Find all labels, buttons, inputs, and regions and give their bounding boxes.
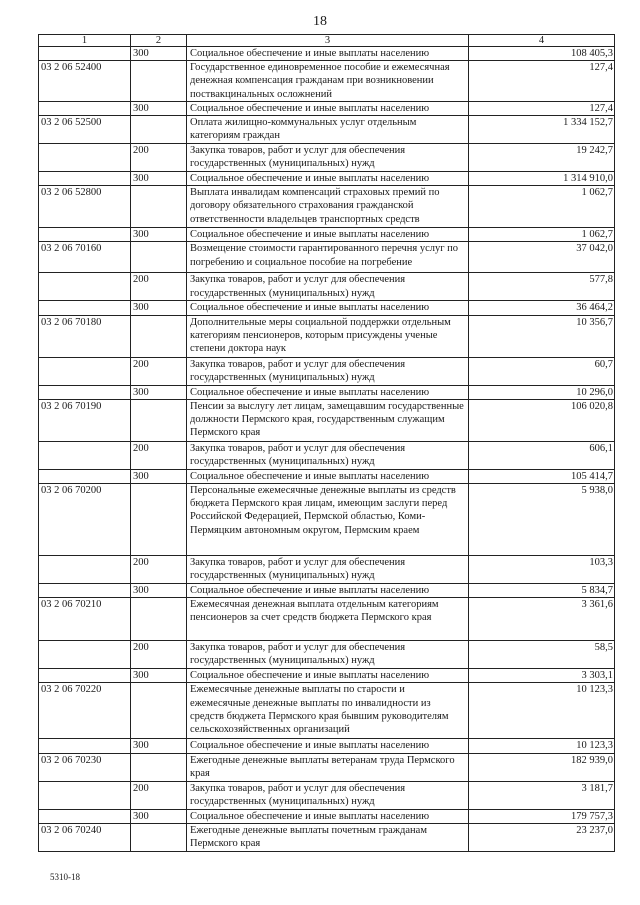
expense-name: Социальное обеспечение и иные выплаты населению (187, 385, 469, 399)
expense-type-code: 200 (131, 441, 187, 469)
expense-type-code: 200 (131, 641, 187, 669)
expense-type-code: 200 (131, 144, 187, 172)
budget-table (38, 34, 615, 852)
expense-type-code: 300 (131, 301, 187, 315)
expense-type-code (131, 484, 187, 556)
table-row (39, 753, 615, 781)
target-article-code (39, 584, 131, 598)
expense-name: Закупка товаров, работ и услуг для обеспечения государственных (муниципальных) нужд (187, 357, 469, 385)
table-row (39, 683, 615, 739)
expense-name: Закупка товаров, работ и услуг для обеспечения государственных (муниципальных) нужд (187, 441, 469, 469)
expense-name: Ежегодные денежные выплаты почетным гражданам Пермского края (187, 823, 469, 851)
expense-name: Социальное обеспечение и иные выплаты населению (187, 739, 469, 753)
target-article-code (39, 441, 131, 469)
expense-name: Ежемесячные денежные выплаты по старости и ежемесячные денежные выплаты по инвалидности из средств бюджета Пермского края бывшим руководителям сельскохозяйственных организаций (187, 683, 469, 739)
expense-name: Социальное обеспечение и иные выплаты населению (187, 469, 469, 483)
target-article-code (39, 781, 131, 809)
table-row (39, 781, 615, 809)
expense-name: Закупка товаров, работ и услуг для обеспечения государственных (муниципальных) нужд (187, 273, 469, 301)
table-row (39, 385, 615, 399)
expense-name: Социальное обеспечение и иные выплаты населению (187, 809, 469, 823)
expense-name: Пенсии за выслугу лет лицам, замещавшим государственные должности Пермского края, государственным служащим Пермского края (187, 399, 469, 441)
amount-value: 3 181,7 (469, 781, 615, 809)
table-row (39, 315, 615, 357)
amount-value: 1 062,7 (469, 228, 615, 242)
expense-type-code (131, 753, 187, 781)
target-article-code (39, 228, 131, 242)
table-row (39, 228, 615, 242)
footer-code: 5310-18 (50, 872, 80, 882)
target-article-code: 03 2 06 70160 (39, 242, 131, 273)
table-row (39, 172, 615, 186)
amount-value: 127,4 (469, 101, 615, 115)
expense-type-code (131, 683, 187, 739)
expense-name: Социальное обеспечение и иные выплаты населению (187, 301, 469, 315)
expense-type-code: 200 (131, 273, 187, 301)
expense-name: Закупка товаров, работ и услуг для обеспечения государственных (муниципальных) нужд (187, 556, 469, 584)
amount-value: 1 062,7 (469, 186, 615, 228)
expense-name: Персональные ежемесячные денежные выплаты из средств бюджета Пермского края лицам, имеющим заслуги перед Российской Федерацией, Пермской областью, Коми-Пермяцким автономным округом, Пермским краем (187, 484, 469, 556)
expense-type-code: 300 (131, 172, 187, 186)
expense-name: Социальное обеспечение и иные выплаты населению (187, 669, 469, 683)
table-body (39, 47, 615, 852)
table-row (39, 301, 615, 315)
table-row (39, 47, 615, 61)
target-article-code: 03 2 06 70190 (39, 399, 131, 441)
amount-value: 106 020,8 (469, 399, 615, 441)
expense-type-code: 300 (131, 584, 187, 598)
table-row (39, 809, 615, 823)
expense-type-code: 300 (131, 101, 187, 115)
amount-value: 182 939,0 (469, 753, 615, 781)
amount-value: 10 296,0 (469, 385, 615, 399)
target-article-code (39, 273, 131, 301)
table-row (39, 441, 615, 469)
amount-value: 23 237,0 (469, 823, 615, 851)
table-row (39, 556, 615, 584)
amount-value: 10 123,3 (469, 739, 615, 753)
target-article-code (39, 357, 131, 385)
expense-type-code: 300 (131, 385, 187, 399)
amount-value: 1 334 152,7 (469, 116, 615, 144)
table-row (39, 641, 615, 669)
expense-type-code: 200 (131, 781, 187, 809)
table-row (39, 101, 615, 115)
target-article-code: 03 2 06 70180 (39, 315, 131, 357)
table-row (39, 61, 615, 102)
expense-type-code: 300 (131, 809, 187, 823)
amount-value: 103,3 (469, 556, 615, 584)
target-article-code (39, 144, 131, 172)
column-header-1: 1 (39, 35, 131, 47)
table-row (39, 144, 615, 172)
target-article-code: 03 2 06 70200 (39, 484, 131, 556)
expense-type-code: 300 (131, 739, 187, 753)
target-article-code (39, 101, 131, 115)
amount-value: 5 834,7 (469, 584, 615, 598)
amount-value: 3 303,1 (469, 669, 615, 683)
target-article-code (39, 556, 131, 584)
amount-value: 1 314 910,0 (469, 172, 615, 186)
target-article-code (39, 172, 131, 186)
target-article-code (39, 669, 131, 683)
expense-type-code (131, 116, 187, 144)
table-row (39, 469, 615, 483)
table-row (39, 399, 615, 441)
amount-value: 10 356,7 (469, 315, 615, 357)
table-header-row (39, 35, 615, 47)
target-article-code: 03 2 06 52800 (39, 186, 131, 228)
target-article-code: 03 2 06 70240 (39, 823, 131, 851)
table-row (39, 357, 615, 385)
amount-value: 108 405,3 (469, 47, 615, 61)
expense-name: Ежегодные денежные выплаты ветеранам труда Пермского края (187, 753, 469, 781)
table-row (39, 242, 615, 273)
expense-type-code: 300 (131, 669, 187, 683)
expense-name: Выплата инвалидам компенсаций страховых премий по договору обязательного страхования гражданской ответственности владельцев транспортных средств (187, 186, 469, 228)
expense-name: Социальное обеспечение и иные выплаты населению (187, 47, 469, 61)
table-row (39, 273, 615, 301)
table-row (39, 484, 615, 556)
target-article-code: 03 2 06 70220 (39, 683, 131, 739)
expense-type-code: 300 (131, 228, 187, 242)
column-header-4: 4 (469, 35, 615, 47)
expense-type-code: 200 (131, 556, 187, 584)
expense-name: Ежемесячная денежная выплата отдельным категориям пенсионеров за счет средств бюджета Пермского края (187, 598, 469, 641)
target-article-code: 03 2 06 52500 (39, 116, 131, 144)
table-row (39, 584, 615, 598)
amount-value: 60,7 (469, 357, 615, 385)
amount-value: 127,4 (469, 61, 615, 102)
target-article-code (39, 641, 131, 669)
amount-value: 105 414,7 (469, 469, 615, 483)
expense-name: Оплата жилищно-коммунальных услуг отдельным категориям граждан (187, 116, 469, 144)
target-article-code (39, 301, 131, 315)
expense-type-code: 300 (131, 47, 187, 61)
table-row (39, 669, 615, 683)
target-article-code: 03 2 06 70230 (39, 753, 131, 781)
target-article-code (39, 385, 131, 399)
expense-type-code: 200 (131, 357, 187, 385)
target-article-code: 03 2 06 70210 (39, 598, 131, 641)
column-header-2: 2 (131, 35, 187, 47)
amount-value: 10 123,3 (469, 683, 615, 739)
expense-type-code (131, 61, 187, 102)
expense-name: Дополнительные меры социальной поддержки отдельным категориям пенсионеров, которым присуждены ученые степени доктора наук (187, 315, 469, 357)
table-row (39, 598, 615, 641)
target-article-code (39, 809, 131, 823)
expense-name: Закупка товаров, работ и услуг для обеспечения государственных (муниципальных) нужд (187, 144, 469, 172)
expense-name: Государственное единовременное пособие и ежемесячная денежная компенсация гражданам при возникновении поствакцинальных осложнений (187, 61, 469, 102)
expense-name: Закупка товаров, работ и услуг для обеспечения государственных (муниципальных) нужд (187, 641, 469, 669)
target-article-code (39, 469, 131, 483)
target-article-code (39, 47, 131, 61)
expense-type-code (131, 598, 187, 641)
amount-value: 37 042,0 (469, 242, 615, 273)
expense-name: Закупка товаров, работ и услуг для обеспечения государственных (муниципальных) нужд (187, 781, 469, 809)
amount-value: 3 361,6 (469, 598, 615, 641)
expense-name: Социальное обеспечение и иные выплаты населению (187, 228, 469, 242)
expense-type-code: 300 (131, 469, 187, 483)
amount-value: 19 242,7 (469, 144, 615, 172)
target-article-code (39, 739, 131, 753)
table-row (39, 823, 615, 851)
expense-type-code (131, 315, 187, 357)
table-row (39, 116, 615, 144)
table-row (39, 186, 615, 228)
expense-name: Социальное обеспечение и иные выплаты населению (187, 101, 469, 115)
amount-value: 5 938,0 (469, 484, 615, 556)
page-number: 18 (313, 14, 327, 29)
amount-value: 606,1 (469, 441, 615, 469)
expense-type-code (131, 186, 187, 228)
amount-value: 577,8 (469, 273, 615, 301)
table-row (39, 739, 615, 753)
column-header-3: 3 (187, 35, 469, 47)
amount-value: 36 464,2 (469, 301, 615, 315)
target-article-code: 03 2 06 52400 (39, 61, 131, 102)
amount-value: 58,5 (469, 641, 615, 669)
amount-value: 179 757,3 (469, 809, 615, 823)
expense-name: Возмещение стоимости гарантированного перечня услуг по погребению и социальное пособие на погребение (187, 242, 469, 273)
expense-type-code (131, 399, 187, 441)
expense-name: Социальное обеспечение и иные выплаты населению (187, 172, 469, 186)
expense-type-code (131, 242, 187, 273)
expense-name: Социальное обеспечение и иные выплаты населению (187, 584, 469, 598)
expense-type-code (131, 823, 187, 851)
